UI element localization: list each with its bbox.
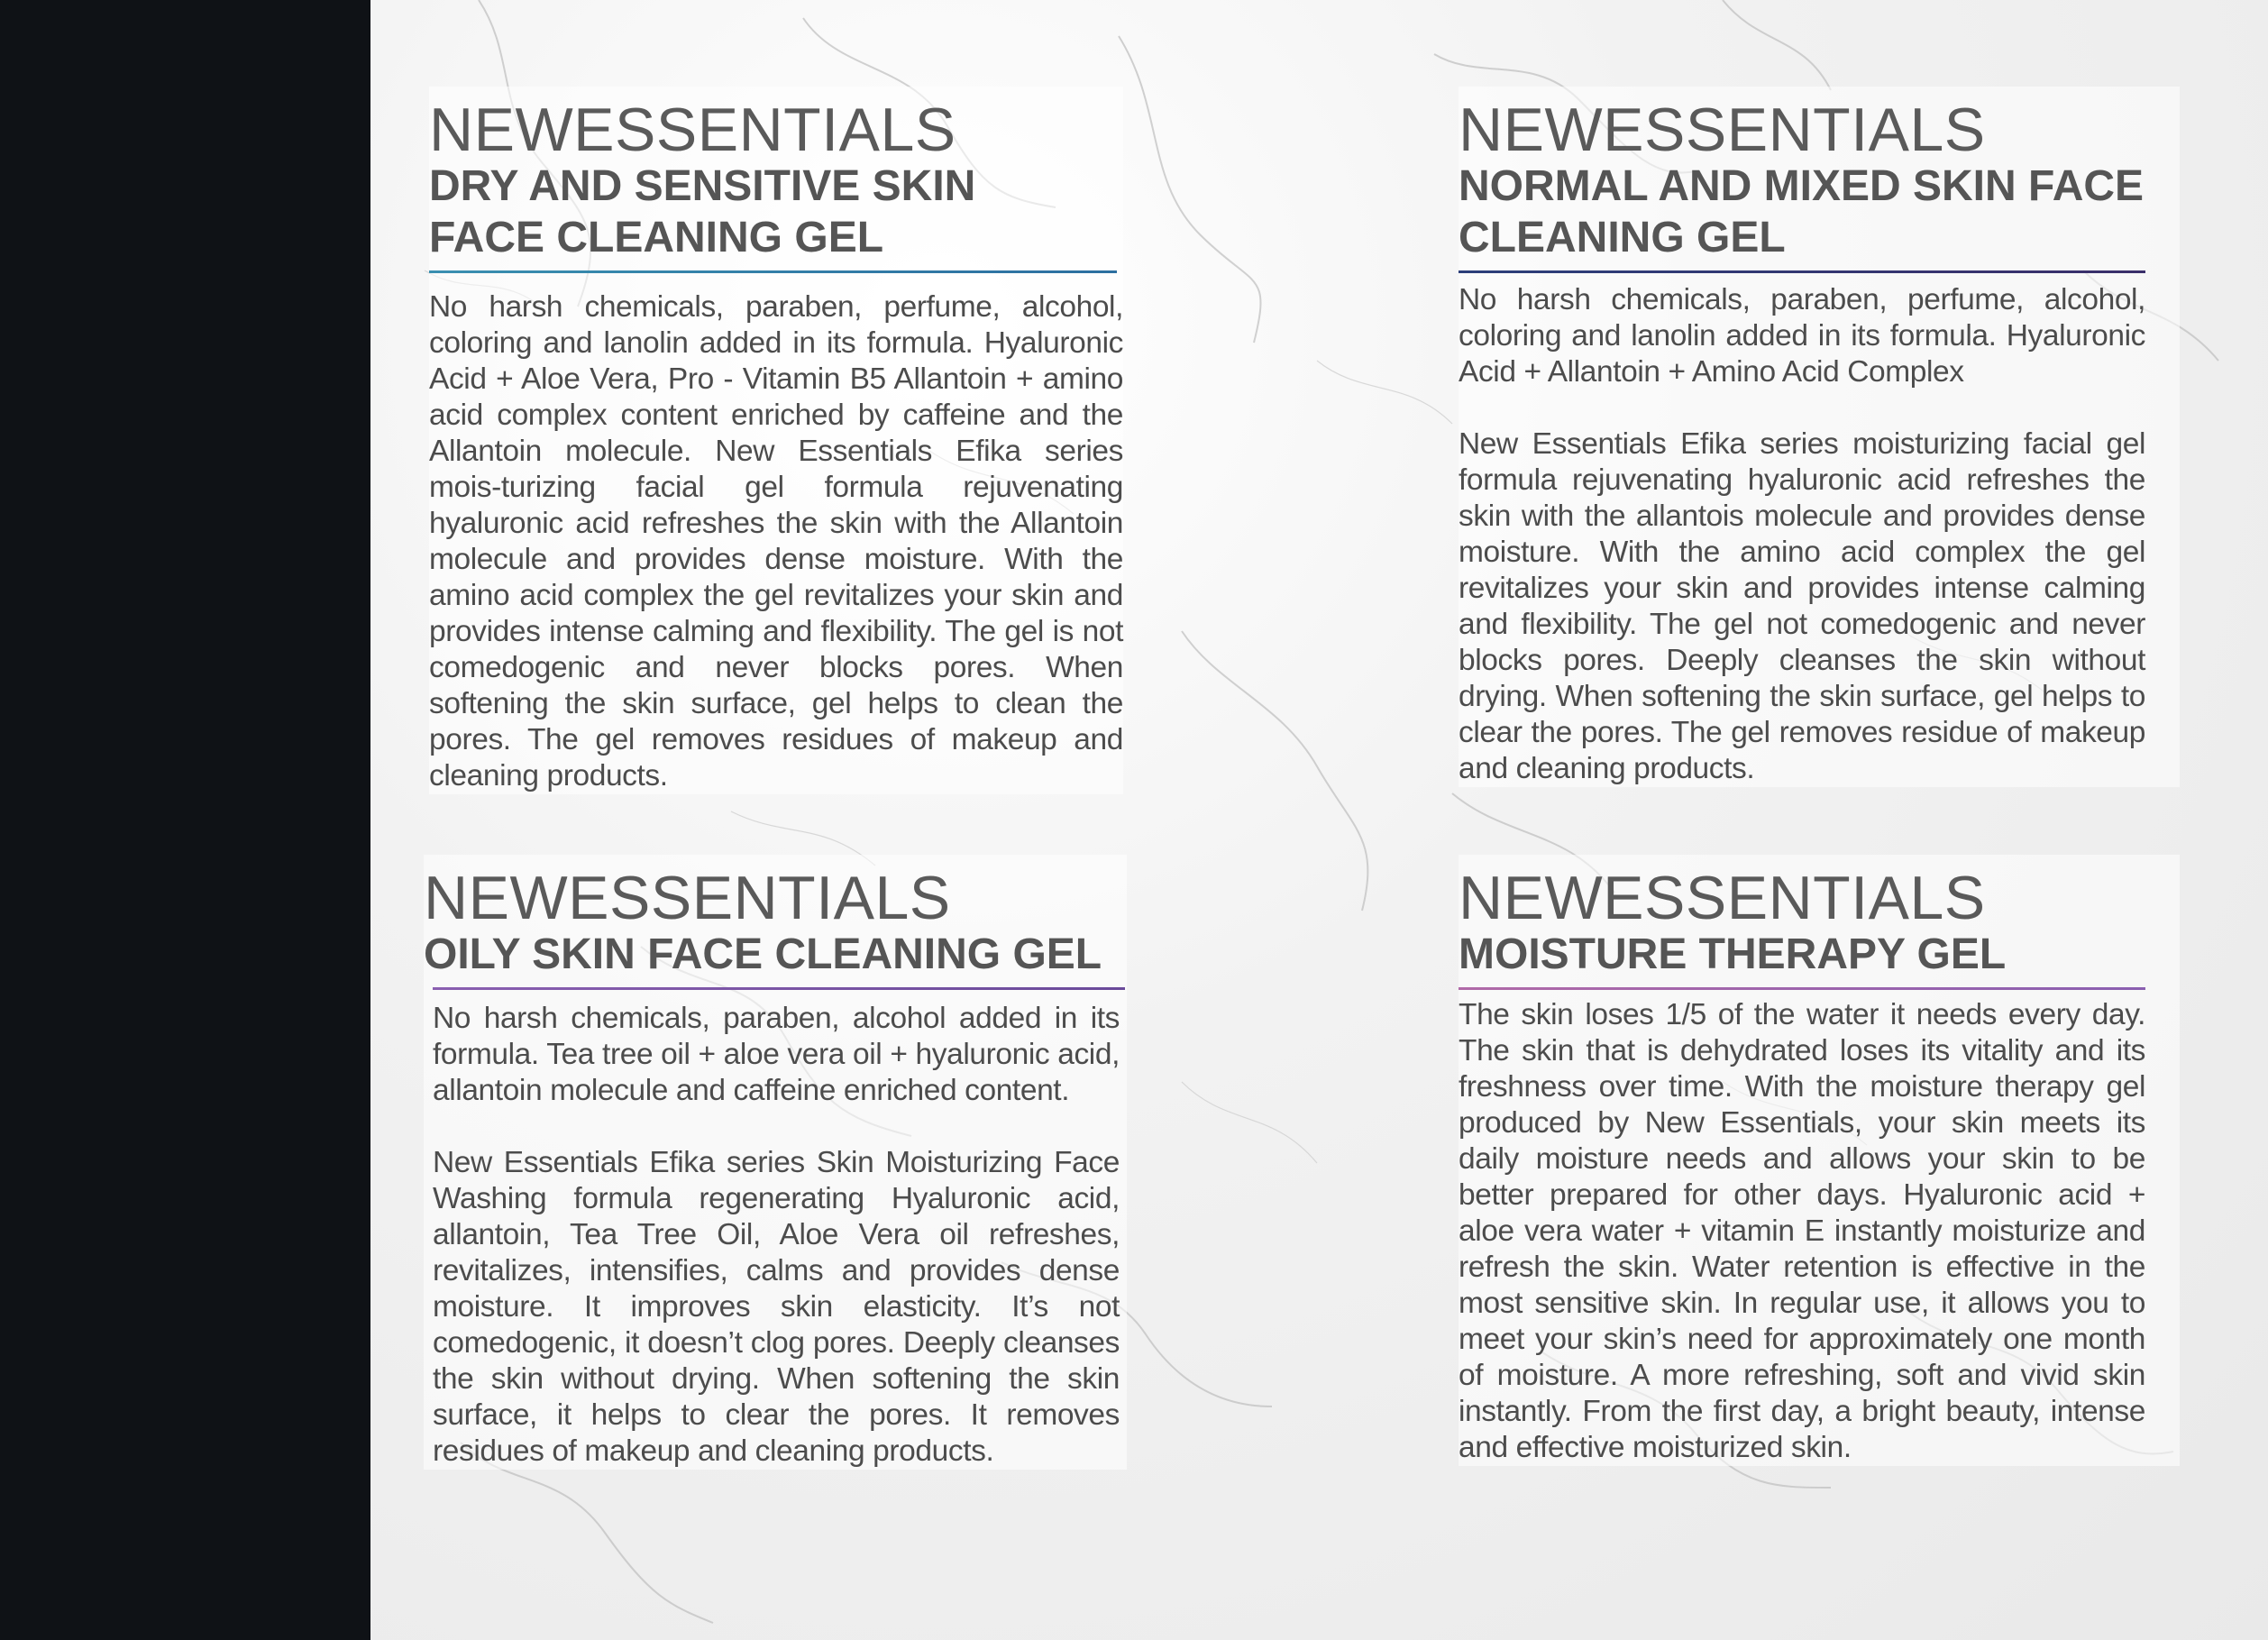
product-description <box>1459 997 2145 1466</box>
product-title <box>1459 160 2180 263</box>
product-card-oily <box>424 855 1127 1470</box>
brand-title: NEWESSENTIALS <box>1459 864 1986 932</box>
product-title-line: CLEANING GEL <box>1459 214 1786 261</box>
title-underline <box>1459 987 2145 990</box>
product-description <box>433 1001 1120 1470</box>
title-underline <box>433 987 1125 990</box>
description-paragraph: No harsh chemicals, paraben, perfume, alcohol, coloring and lanolin added in its formula. Hyaluronic Acid + Aloe Vera, Pro - Vitamin B5 Allantoin + amino acid complex content enriched by caffeine and the Allantoin molecule. New Essentials Efika series mois-turizing facial gel formula rejuvenating hyaluronic acid refreshes the skin with the Allantoin molecule and provides dense moisture. With the amino acid complex the gel revitalizes your skin and provides intense calming and flexibility. The gel is not comedogenic and never blocks pores. When softening the skin surface, gel helps to clean the pores. The gel removes residues of makeup and cleaning products. <box>429 290 1123 793</box>
product-title <box>429 160 1123 263</box>
product-description <box>1459 282 2145 787</box>
dark-sidebar-strip <box>0 0 370 1640</box>
description-paragraph: New Essentials Efika series moisturizing facial gel formula rejuvenating hyaluronic acid refreshes the skin with the allantois molecule and provides dense moisture. With the amino acid complex the gel revitalizes your skin and provides intense calming and flexibility. The gel not comedogenic and never blocks pores. Deeply cleanses the skin without drying. When softening the skin surface, gel helps to clear the pores. The gel removes residue of makeup and cleaning products. <box>1459 427 2145 785</box>
product-card-dry-sensitive <box>429 87 1123 794</box>
title-underline <box>1459 270 2145 273</box>
product-title-line: MOISTURE THERAPY GEL <box>1459 930 2007 978</box>
description-paragraph: The skin loses 1/5 of the water it needs every day. The skin that is dehydrated loses its vitality and its freshness over time. With the moisture therapy gel produced by New Essentials, your skin meets its daily moisture needs and allows your skin to be better prepared for other days. Hyaluronic acid + aloe vera water + vitamin E instantly moisturize and refresh the skin. Water retention is effective in the most sensitive skin. In regular use, it allows you to meet your skin’s need for approximately one month of moisture. A more refreshing, soft and vivid skin instantly. From the first day, a bright beauty, intense and effective moisturized skin. <box>1459 998 2145 1464</box>
product-description <box>429 289 1123 794</box>
product-title-line: FACE CLEANING GEL <box>429 214 884 261</box>
product-title-line: OILY SKIN FACE CLEANING GEL <box>424 930 1102 978</box>
title-underline <box>429 270 1117 273</box>
product-card-moisture-therapy <box>1459 855 2180 1466</box>
product-title <box>1459 929 2180 980</box>
brand-title: NEWESSENTIALS <box>1459 96 1986 164</box>
product-title <box>424 929 1127 980</box>
product-card-normal-mixed <box>1459 87 2180 787</box>
product-title-line: NORMAL AND MIXED SKIN FACE <box>1459 162 2145 210</box>
brand-title: NEWESSENTIALS <box>424 864 951 932</box>
brand-title: NEWESSENTIALS <box>429 96 956 164</box>
description-paragraph: No harsh chemicals, paraben, perfume, alcohol, coloring and lanolin added in its formula. Hyaluronic Acid + Allantoin + Amino Acid Complex <box>1459 283 2145 389</box>
description-paragraph: New Essentials Efika series Skin Moisturizing Face Washing formula regenerating Hyaluronic acid, allantoin, Tea Tree Oil, Aloe Vera oil refreshes, revitalizes, intensifies, calms and provides dense moisture. It improves skin elasticity. It’s not comedogenic, it doesn’t clog pores. Deeply cleanses the skin without drying. When softening the skin surface, it helps to clear the pores. It removes residues of makeup and cleaning products. <box>433 1146 1120 1468</box>
description-paragraph: No harsh chemicals, paraben, alcohol added in its formula. Tea tree oil + aloe vera oil + hyaluronic acid, allantoin molecule and caffeine enriched content. <box>433 1002 1120 1107</box>
product-title-line: DRY AND SENSITIVE SKIN <box>429 162 976 210</box>
